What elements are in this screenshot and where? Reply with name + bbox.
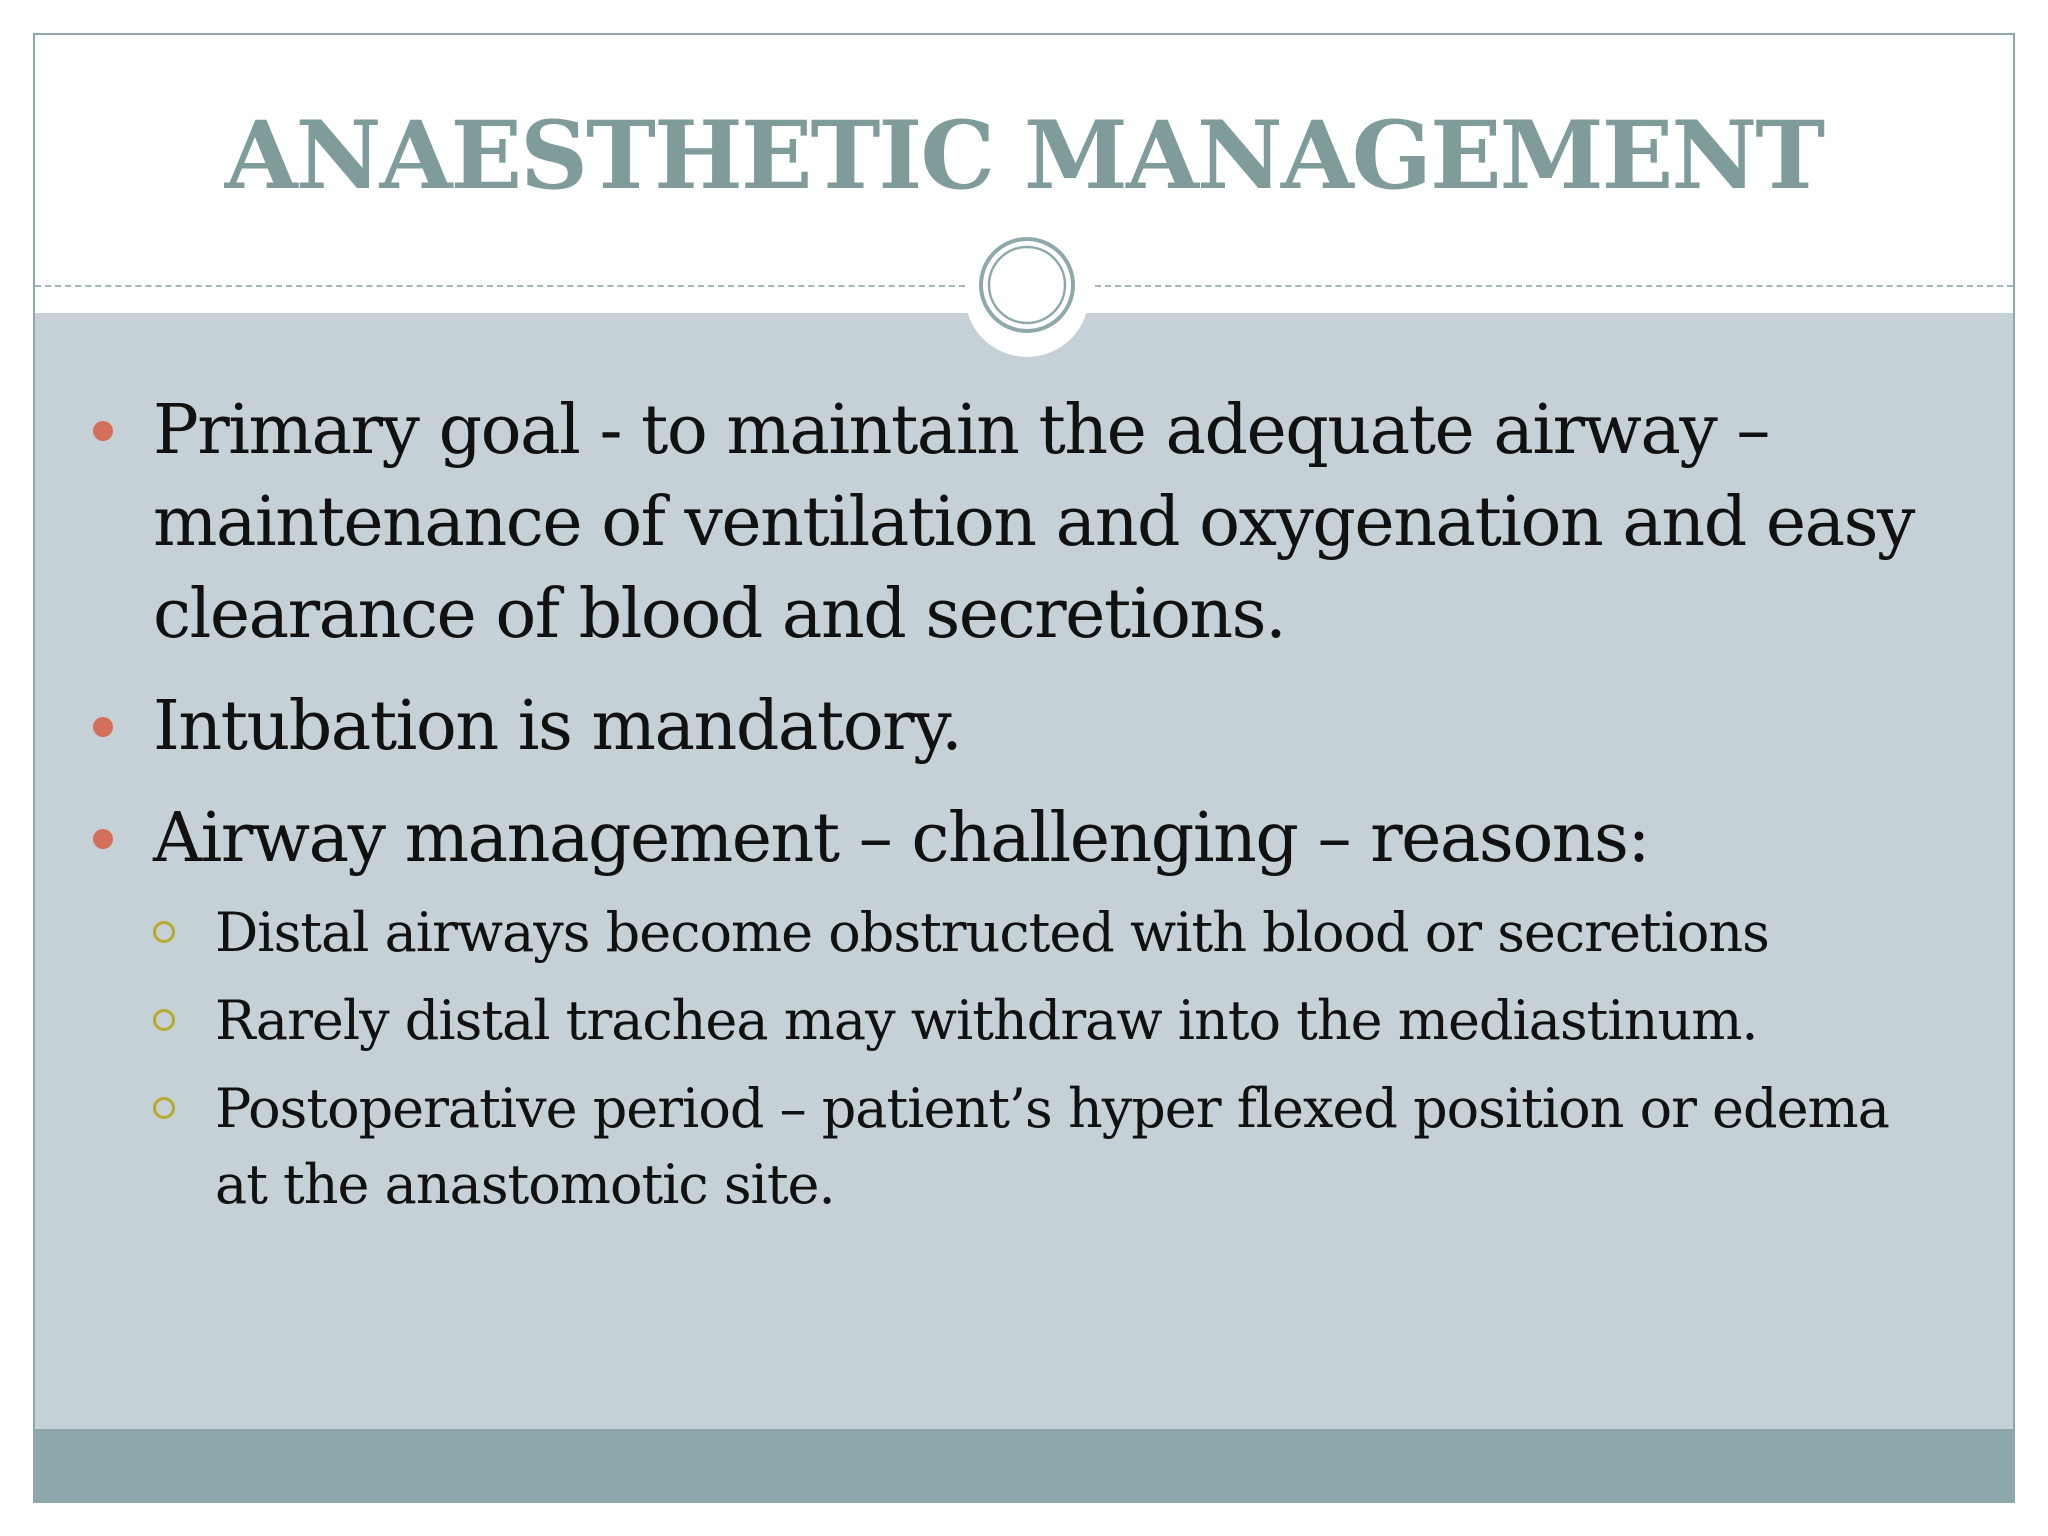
bullet-text: Primary goal - to maintain the adequate airway – maintenance of ventilation and oxygenation and easy clearance of blood and secretions. bbox=[153, 391, 1914, 654]
bullet-ring-icon bbox=[153, 1009, 175, 1031]
sub-bullet-text: Rarely distal trachea may withdraw into the mediastinum. bbox=[215, 989, 1758, 1052]
slide-title: ANAESTHETIC MANAGEMENT bbox=[224, 101, 1824, 211]
bullet-dot-icon bbox=[93, 829, 113, 849]
title-divider-right bbox=[1095, 285, 2013, 287]
sub-bullet-text: Postoperative period – patient’s hyper flexed position or edema at the anastomotic site. bbox=[215, 1077, 1889, 1216]
bullet-list bbox=[35, 385, 2013, 1235]
bullet-item bbox=[35, 385, 2013, 661]
bullet-item bbox=[35, 681, 2013, 773]
bullet-text: Intubation is mandatory. bbox=[153, 687, 962, 766]
bullet-dot-icon bbox=[93, 421, 113, 441]
title-divider-left bbox=[35, 285, 965, 287]
sub-bullet-item bbox=[35, 1071, 2013, 1223]
sub-bullet-list bbox=[35, 895, 2013, 1223]
bullet-dot-icon bbox=[93, 717, 113, 737]
circle-ornament-icon bbox=[977, 235, 1077, 335]
bullet-item bbox=[35, 793, 2013, 885]
sub-bullet-group bbox=[35, 895, 2013, 1223]
sub-bullet-item bbox=[35, 983, 2013, 1059]
sub-bullet-text: Distal airways become obstructed with blood or secretions bbox=[215, 901, 1769, 964]
footer-band bbox=[35, 1429, 2013, 1501]
bullet-ring-icon bbox=[153, 1097, 175, 1119]
slide bbox=[33, 33, 2015, 1503]
bullet-text: Airway management – challenging – reasons: bbox=[153, 799, 1649, 878]
sub-bullet-item bbox=[35, 895, 2013, 971]
bullet-ring-icon bbox=[153, 921, 175, 943]
